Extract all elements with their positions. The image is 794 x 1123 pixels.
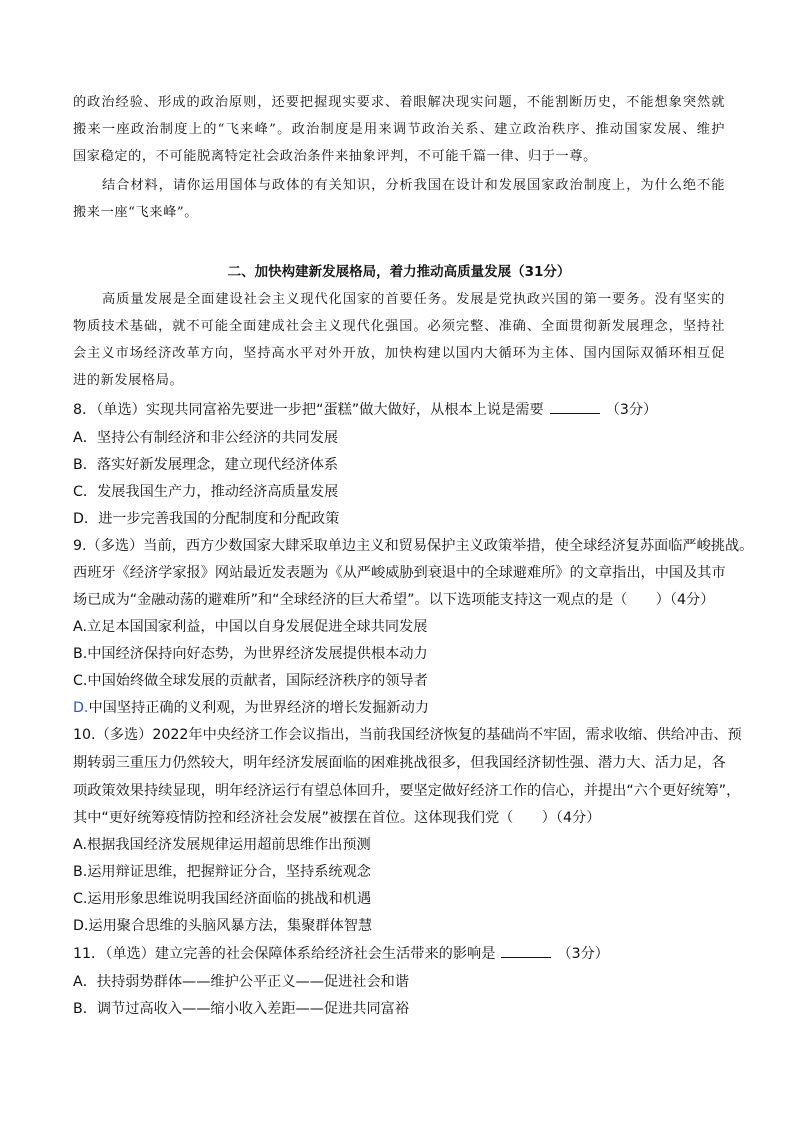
question-11-option-a: A．扶持弱势群体——维护公平正义——促进社会和谐 [73,974,410,990]
question-10-option-c: C.运用形象思维说明我国经济面临的挑战和机遇 [73,891,372,907]
question-10-option-a: A.根据我国经济发展规律运用超前思维作出预测 [73,837,371,853]
question-11-stem [73,944,733,964]
question-9-option-d [73,698,733,718]
prompt-line-2: 搬来一座“飞来峰”。 [73,205,198,220]
intro-line-3: 会主义市场经济改革方向，坚持高水平对外开放，加快构建以国内大循环为主体、国内国际双循环相互促 [73,346,725,361]
question-8-option-a: A．坚持公有制经济和非公经济的共同发展 [73,430,339,446]
passage-line-3: 国家稳定的，不可能脱离特定社会政治条件来抽象评判，不可能千篇一律、归于一尊。 [73,149,597,164]
intro-line-1: 高质量发展是全面建设社会主义现代化国家的首要任务。发展是党执政兴国的第一要务。没有坚实的 [102,292,725,307]
question-8-text: 8．（单选）实现共同富裕先要进一步把“蛋糕”做大做好，从根本上说是需要 [73,402,544,418]
question-10-stem-line-1: 10.（多选）2022年中央经济工作会议指出，当前我国经济恢复的基础尚不牢固，需求收缩、供给冲击、预 [73,727,742,743]
question-8-score: （3分） [605,402,658,418]
prompt-line-1: 结合材料，请你运用国体与政体的有关知识，分析我国在设计和发展国家政治制度上，为什么绝不能 [102,178,725,193]
passage-line-2: 搬来一座政治制度上的“飞来峰”。政治制度是用来调节政治关系、建立政治秩序、推动国家发展、维护 [73,122,725,137]
question-9-stem-line-3: 场已成为“金融动荡的避难所”和“全球经济的巨大希望”。以下选项能支持这一观点的是（ ）（4分） [73,592,715,608]
question-11-text: 11．（单选）建立完善的社会保障体系给经济社会生活带来的影响是 [73,946,496,962]
question-10-stem-line-3: 项政策效果持续显现，明年经济运行有望总体回升，要坚定做好经济工作的信心，并提出“六个更好统筹”， [73,783,741,799]
option-d-text: 中国坚持正确的义利观，为世界经济的增长发掘新动力 [88,700,429,716]
question-9-stem-line-2: 西班牙《经济学家报》网站最近发表题为《从严峻威胁到衰退中的全球避难所》的文章指出，中国及其市 [73,565,726,581]
question-10-option-d: D.运用聚合思维的头脑风暴方法，集聚群体智慧 [73,918,373,934]
answer-blank [501,945,551,958]
question-10-option-b: B.运用辩证思维，把握辩证分合，坚持系统观念 [73,864,371,880]
intro-line-2: 物质技术基础，就不可能全面建成社会主义现代化强国。必须完整、准确、全面贯彻新发展理念，坚持社 [73,319,725,334]
section-heading: 二、加快构建新发展格局，着力推动高质量发展（31分） [227,264,571,280]
question-8-stem [73,400,733,420]
question-8-option-d: D．进一步完善我国的分配制度和分配政策 [73,511,340,527]
question-9-stem-line-1: 9.（多选）当前，西方少数国家大肆采取单边主义和贸易保护主义政策举措，使全球经济复苏面临严峻挑战。 [73,538,754,554]
intro-line-4: 进的新发展格局。 [73,373,184,388]
question-10-stem-line-2: 期转弱三重压力仍然较大，明年经济发展面临的困难挑战很多，但我国经济韧性强、潜力大、活力足，各 [73,755,726,771]
question-9-option-c: C.中国始终做全球发展的贡献者，国际经济秩序的领导者 [73,673,428,689]
question-11-score: （3分） [557,946,609,962]
question-11-option-b: B．调节过高收入——缩小收入差距——促进共同富裕 [73,1001,410,1017]
question-10-stem-line-4: 其中“更好统筹疫情防控和经济社会发展”被摆在首位。这体现我们党（ ）（4分） [73,810,601,826]
question-9-option-b: B.中国经济保持向好态势，为世界经济发展提供根本动力 [73,646,428,662]
question-9-option-a: A.立足本国国家利益，中国以自身发展促进全球共同发展 [73,619,428,635]
question-8-option-c: C．发展我国生产力，推动经济高质量发展 [73,484,339,500]
question-8-option-b: B．落实好新发展理念，建立现代经济体系 [73,457,339,473]
option-d-letter: D. [73,700,89,716]
passage-line-1: 的政治经验、形成的政治原则，还要把握现实要求、着眼解决现实问题，不能割断历史，不能想象突然就 [73,95,725,110]
answer-blank [550,401,600,414]
